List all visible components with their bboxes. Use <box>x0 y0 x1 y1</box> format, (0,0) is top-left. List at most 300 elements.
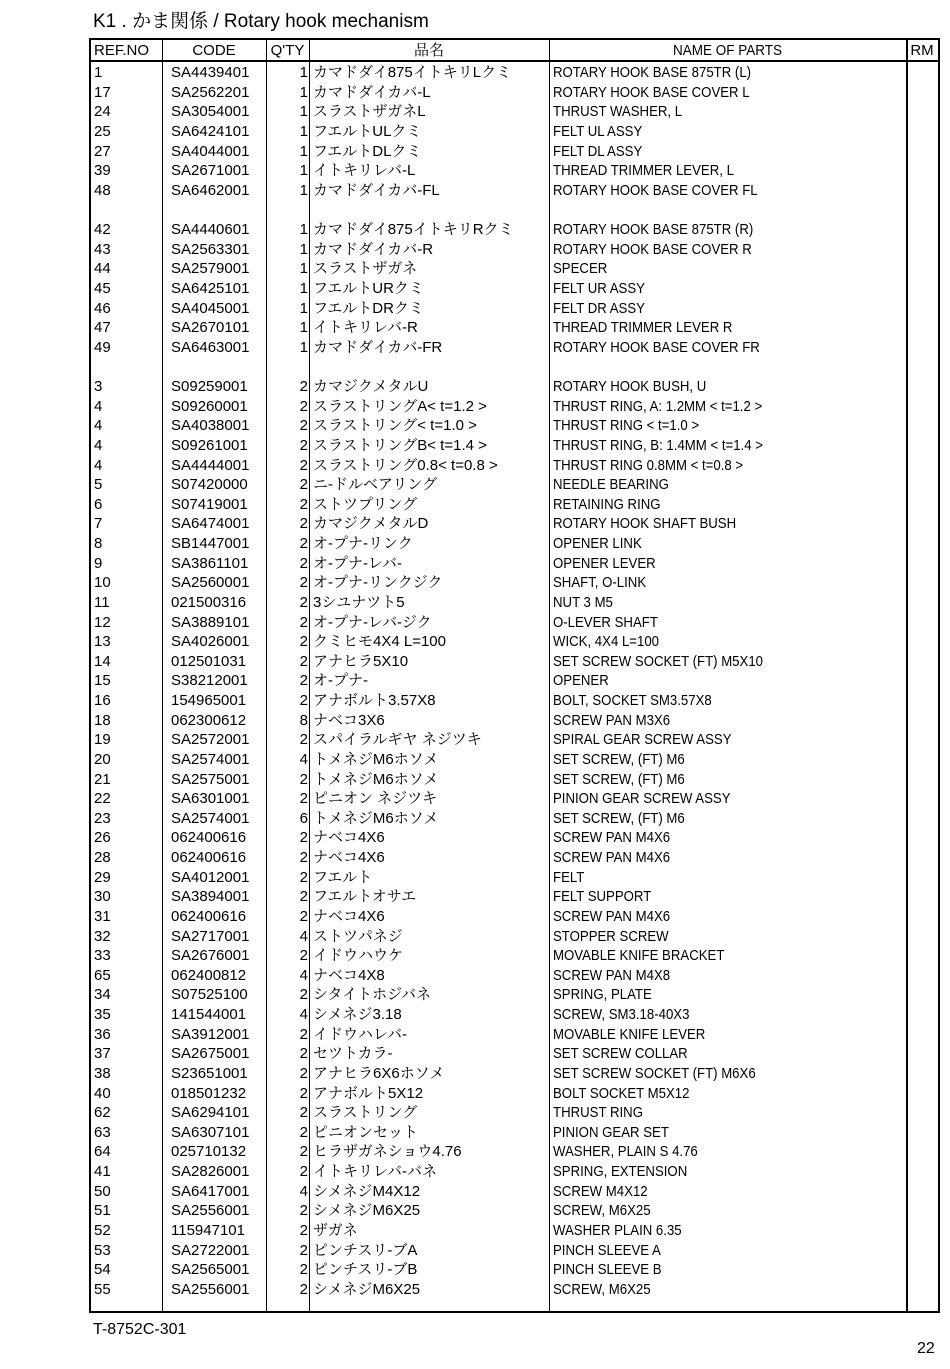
ref-no-cell: 47 <box>94 319 111 337</box>
jp-name-cell: アナヒラ5X10 <box>313 652 409 670</box>
code-cell: S09260001 <box>171 397 248 415</box>
jp-name-cell: スラストリング <box>313 1104 418 1122</box>
qty-cell: 2 <box>299 417 308 435</box>
part-name-cell: SCREW PAN M4X8 <box>553 966 671 984</box>
code-cell: SA2556001 <box>171 1280 250 1298</box>
part-name-cell: ROTARY HOOK BASE 875TR (L) <box>553 64 752 81</box>
table-row <box>91 416 938 436</box>
ref-no-cell: 31 <box>94 907 111 925</box>
part-name-cell: THRUST RING 0.8MM < t=0.8 > <box>553 456 744 474</box>
code-cell: S07419001 <box>171 495 248 513</box>
jp-name-cell: カマドダイカバ-FR <box>313 338 443 356</box>
ref-no-cell: 4 <box>94 436 103 454</box>
code-cell: 062400616 <box>171 829 247 847</box>
code-cell: SA2556001 <box>171 1202 250 1220</box>
part-name-cell: ROTARY HOOK SHAFT BUSH <box>553 515 737 533</box>
table-row <box>91 220 938 240</box>
part-name-cell: SET SCREW SOCKET (FT) M6X6 <box>553 1064 756 1082</box>
qty-cell: 1 <box>299 221 308 238</box>
ref-no-cell: 14 <box>94 652 111 670</box>
qty-cell: 4 <box>299 1006 308 1023</box>
qty-cell: 2 <box>299 378 308 395</box>
jp-name-cell: ナベコ3X6 <box>313 711 385 729</box>
jp-name-cell: スラストリングA< t=1.2 > <box>313 397 487 415</box>
code-cell: SA2671001 <box>171 162 250 180</box>
ref-no-cell: 21 <box>94 770 111 788</box>
ref-no-cell: 55 <box>94 1280 111 1298</box>
code-cell: 062300612 <box>171 711 247 729</box>
code-cell: SA6424101 <box>171 122 250 140</box>
table-row <box>91 691 938 711</box>
qty-cell: 2 <box>299 397 308 415</box>
code-cell: SA2670101 <box>171 319 250 337</box>
ref-no-cell: 24 <box>94 103 111 121</box>
qty-cell: 2 <box>299 692 308 709</box>
ref-no-cell: 19 <box>94 731 111 749</box>
part-name-cell: SET SCREW SOCKET (FT) M5X10 <box>553 652 764 670</box>
header-ref-no: REF.NO <box>94 42 150 59</box>
parts-table <box>89 38 940 1313</box>
part-name-cell: SPRING, EXTENSION <box>553 1163 688 1180</box>
ref-no-cell: 10 <box>94 574 111 592</box>
table-row <box>91 848 938 868</box>
code-cell: SA2579001 <box>171 260 250 278</box>
qty-cell: 2 <box>299 495 308 513</box>
part-name-cell: BOLT, SOCKET SM3.57X8 <box>553 692 712 709</box>
ref-no-cell: 23 <box>94 809 111 827</box>
qty-cell: 2 <box>299 476 308 494</box>
page-title: K1 . かま関係 / Rotary hook mechanism <box>93 11 429 32</box>
part-name-cell: NEEDLE BEARING <box>553 476 669 494</box>
table-row <box>91 1025 938 1045</box>
jp-name-cell: アナボルト5X12 <box>313 1084 424 1102</box>
table-row <box>91 789 938 809</box>
ref-no-cell: 42 <box>94 221 111 238</box>
code-cell: SA3912001 <box>171 1025 250 1043</box>
qty-cell: 4 <box>299 750 308 768</box>
jp-name-cell: シメネジM4X12 <box>313 1182 421 1200</box>
ref-no-cell: 7 <box>94 515 103 533</box>
code-cell: S23651001 <box>171 1064 248 1082</box>
part-name-cell: O-LEVER SHAFT <box>553 613 658 631</box>
jp-name-cell: ナベコ4X8 <box>313 966 385 984</box>
jp-name-cell: ピンチスリ-ブB <box>313 1261 418 1279</box>
part-name-cell: THRUST RING <box>553 1104 643 1122</box>
jp-name-cell: スラストリングB< t=1.4 > <box>313 436 487 454</box>
table-row <box>91 573 938 593</box>
part-name-cell: SCREW PAN M4X6 <box>553 907 671 925</box>
qty-cell: 2 <box>299 1261 308 1279</box>
jp-name-cell: ナベコ4X6 <box>313 907 385 925</box>
part-name-cell: WASHER PLAIN 6.35 <box>553 1221 682 1239</box>
code-cell: SA2574001 <box>171 750 250 768</box>
ref-no-cell: 18 <box>94 711 111 729</box>
code-cell: SA2563301 <box>171 240 250 258</box>
ref-no-cell: 32 <box>94 927 111 945</box>
jp-name-cell: スラストリング< t=1.0 > <box>313 417 477 435</box>
part-name-cell: SCREW PAN M4X6 <box>553 829 671 847</box>
code-cell: 062400616 <box>171 849 247 866</box>
table-row <box>91 593 938 613</box>
qty-cell: 4 <box>299 927 308 945</box>
qty-cell: 2 <box>299 849 308 866</box>
part-name-cell: PINCH SLEEVE B <box>553 1261 662 1279</box>
part-name-cell: SCREW, SM3.18-40X3 <box>553 1006 690 1023</box>
jp-name-cell: トメネジM6ホソメ <box>313 750 439 768</box>
part-name-cell: ROTARY HOOK BASE COVER R <box>553 240 752 258</box>
table-row <box>91 1260 938 1280</box>
table-row <box>91 907 938 927</box>
jp-name-cell: シメネジM6X25 <box>313 1280 421 1298</box>
part-name-cell: MOVABLE KNIFE BRACKET <box>553 947 725 965</box>
part-name-cell: SET SCREW, (FT) M6 <box>553 770 685 788</box>
jp-name-cell: カマドダイカバ-L <box>313 83 431 101</box>
jp-name-cell: カマジクメタルD <box>313 515 429 533</box>
qty-cell: 1 <box>299 83 308 101</box>
table-row <box>91 671 938 691</box>
qty-cell: 2 <box>299 790 308 808</box>
part-name-cell: OPENER LEVER <box>553 554 656 572</box>
part-name-cell: OPENER LINK <box>553 535 642 552</box>
jp-name-cell: イトキリレバ-R <box>313 319 418 337</box>
part-name-cell: SPECER <box>553 260 608 278</box>
code-cell: SA6301001 <box>171 790 250 808</box>
code-cell: SA3894001 <box>171 888 250 906</box>
ref-no-cell: 15 <box>94 672 111 690</box>
jp-name-cell: ピンチスリ-ブA <box>313 1241 418 1259</box>
code-cell: SA6294101 <box>171 1104 250 1122</box>
part-name-cell: THRUST RING < t=1.0 > <box>553 417 700 435</box>
qty-cell: 1 <box>299 338 308 356</box>
ref-no-cell: 22 <box>94 790 111 808</box>
qty-cell: 2 <box>299 436 308 454</box>
table-row <box>91 1201 938 1221</box>
jp-name-cell: シメネジ3.18 <box>313 1006 402 1023</box>
table-row <box>91 377 938 397</box>
table-row <box>91 927 938 947</box>
part-name-cell: SET SCREW COLLAR <box>553 1045 688 1063</box>
code-cell: SA6474001 <box>171 515 250 533</box>
part-name-cell: STOPPER SCREW <box>553 927 669 945</box>
ref-no-cell: 50 <box>94 1182 111 1200</box>
code-cell: SA2717001 <box>171 927 250 945</box>
table-row <box>91 456 938 476</box>
ref-no-cell: 51 <box>94 1202 111 1220</box>
code-cell: S09261001 <box>171 436 248 454</box>
part-name-cell: WASHER, PLAIN S 4.76 <box>553 1143 698 1161</box>
jp-name-cell: ストツプリング <box>313 495 418 513</box>
ref-no-cell: 41 <box>94 1163 111 1180</box>
jp-name-cell: フエルトDLクミ <box>313 142 422 160</box>
table-row <box>91 514 938 534</box>
table-row <box>91 397 938 417</box>
ref-no-cell: 4 <box>94 397 103 415</box>
qty-cell: 2 <box>299 1221 308 1239</box>
ref-no-cell: 30 <box>94 888 111 906</box>
ref-no-cell: 44 <box>94 260 111 278</box>
header-divider <box>91 60 938 62</box>
ref-no-cell: 3 <box>94 378 103 395</box>
qty-cell: 2 <box>299 1084 308 1102</box>
table-row <box>91 102 938 122</box>
jp-name-cell: ナベコ4X6 <box>313 829 385 847</box>
qty-cell: 1 <box>299 122 308 140</box>
code-cell: 021500316 <box>171 593 247 611</box>
qty-cell: 1 <box>299 279 308 297</box>
part-name-cell: SPIRAL GEAR SCREW ASSY <box>553 731 732 749</box>
qty-cell: 2 <box>299 770 308 788</box>
table-row <box>91 338 938 358</box>
code-cell: SA4444001 <box>171 456 250 474</box>
code-cell: SA3054001 <box>171 103 250 121</box>
qty-cell: 1 <box>299 240 308 258</box>
code-cell: SA2574001 <box>171 809 250 827</box>
table-row <box>91 1142 938 1162</box>
header-jp-name: 品名 <box>413 42 444 59</box>
jp-name-cell: ザガネ <box>313 1221 358 1239</box>
part-name-cell: SCREW, M6X25 <box>553 1280 651 1298</box>
header-name-of-parts: NAME OF PARTS <box>672 42 783 59</box>
part-name-cell: THRUST RING, B: 1.4MM < t=1.4 > <box>553 436 763 454</box>
qty-cell: 6 <box>299 809 308 827</box>
part-name-cell: THREAD TRIMMER LEVER R <box>553 319 733 337</box>
code-cell: SA6463001 <box>171 338 250 356</box>
table-row <box>91 750 938 770</box>
jp-name-cell: 3シユナツト5 <box>313 593 405 611</box>
part-name-cell: FELT <box>553 868 585 886</box>
part-name-cell: SCREW PAN M3X6 <box>553 711 671 729</box>
qty-cell: 2 <box>299 868 308 886</box>
code-cell: SA2575001 <box>171 770 250 788</box>
part-name-cell: WICK, 4X4 L=100 <box>553 633 660 651</box>
ref-no-cell: 9 <box>94 554 103 572</box>
part-name-cell: THRUST RING, A: 1.2MM < t=1.2 > <box>553 397 763 415</box>
jp-name-cell: ピニオン ネジツキ <box>313 790 438 808</box>
part-name-cell: RETAINING RING <box>553 495 661 513</box>
code-cell: 115947101 <box>171 1221 245 1239</box>
jp-name-cell: イドウハウケ <box>313 947 404 965</box>
ref-no-cell: 6 <box>94 495 103 513</box>
qty-cell: 1 <box>299 299 308 317</box>
part-name-cell: PINCH SLEEVE A <box>553 1241 661 1259</box>
qty-cell: 1 <box>299 103 308 121</box>
jp-name-cell: アナヒラ6X6ホソメ <box>313 1064 445 1082</box>
part-name-cell: MOVABLE KNIFE LEVER <box>553 1025 706 1043</box>
code-cell: 062400812 <box>171 966 247 984</box>
header-rm: RM <box>910 42 934 59</box>
code-cell: SA2675001 <box>171 1045 250 1063</box>
qty-cell: 2 <box>299 593 308 611</box>
code-cell: 154965001 <box>171 692 247 709</box>
code-cell: S07525100 <box>171 986 248 1004</box>
code-cell: SA6425101 <box>171 279 250 297</box>
document-code: T-8752C-301 <box>93 1321 187 1338</box>
jp-name-cell: カマドダイカバ-R <box>313 240 434 258</box>
part-name-cell: FELT SUPPORT <box>553 888 652 906</box>
code-cell: 012501031 <box>171 652 247 670</box>
qty-cell: 2 <box>299 947 308 965</box>
ref-no-cell: 62 <box>94 1104 111 1122</box>
part-name-cell: ROTARY HOOK BASE COVER FR <box>553 338 760 356</box>
ref-no-cell: 27 <box>94 142 111 160</box>
table-row <box>91 161 938 181</box>
jp-name-cell: カマドダイ875イトキリRクミ <box>313 221 514 238</box>
ref-no-cell: 20 <box>94 750 111 768</box>
ref-no-cell: 12 <box>94 613 111 631</box>
table-row <box>91 1064 938 1084</box>
table-row <box>91 887 938 907</box>
code-cell: SA4044001 <box>171 142 250 160</box>
code-cell: SA2722001 <box>171 1241 250 1259</box>
qty-cell: 2 <box>299 456 308 474</box>
jp-name-cell: スラストリング0.8< t=0.8 > <box>313 456 498 474</box>
code-cell: SA2572001 <box>171 731 250 749</box>
page-number: 22 <box>917 1340 935 1357</box>
table-row <box>91 828 938 848</box>
part-name-cell: SHAFT, O-LINK <box>553 574 647 592</box>
ref-no-cell: 46 <box>94 299 111 317</box>
table-row <box>91 613 938 633</box>
code-cell: S38212001 <box>171 672 248 690</box>
parts-rows <box>91 63 938 1299</box>
qty-cell: 1 <box>299 142 308 160</box>
qty-cell: 2 <box>299 1163 308 1180</box>
qty-cell: 2 <box>299 554 308 572</box>
table-row <box>91 1280 938 1300</box>
ref-no-cell: 64 <box>94 1143 111 1161</box>
table-row <box>91 240 938 260</box>
ref-no-cell: 63 <box>94 1123 111 1141</box>
part-name-cell: SET SCREW, (FT) M6 <box>553 809 685 827</box>
jp-name-cell: イドウハレバ- <box>313 1025 407 1043</box>
code-cell: SA2676001 <box>171 947 250 965</box>
qty-cell: 2 <box>299 986 308 1004</box>
table-row <box>91 436 938 456</box>
part-name-cell: FELT DL ASSY <box>553 142 643 160</box>
jp-name-cell: トメネジM6ホソメ <box>313 770 439 788</box>
part-name-cell: FELT UR ASSY <box>553 279 645 297</box>
table-row <box>91 495 938 515</box>
part-name-cell: SCREW M4X12 <box>553 1182 648 1200</box>
jp-name-cell: フエルトDRクミ <box>313 299 424 317</box>
part-name-cell: ROTARY HOOK BASE COVER L <box>553 83 750 101</box>
ref-no-cell: 37 <box>94 1045 111 1063</box>
table-row <box>91 809 938 829</box>
code-cell: SA2565001 <box>171 1261 250 1279</box>
table-row <box>91 534 938 554</box>
qty-cell: 2 <box>299 1064 308 1082</box>
table-row <box>91 1221 938 1241</box>
code-cell: SA4026001 <box>171 633 250 651</box>
part-name-cell: NUT 3 M5 <box>553 593 613 611</box>
ref-no-cell: 36 <box>94 1025 111 1043</box>
qty-cell: 2 <box>299 535 308 552</box>
qty-cell: 1 <box>299 181 308 199</box>
code-cell: SA4045001 <box>171 299 250 317</box>
table-row <box>91 142 938 162</box>
ref-no-cell: 34 <box>94 986 111 1004</box>
jp-name-cell: カマジクメタルU <box>313 378 429 395</box>
spacer-row <box>91 357 938 377</box>
code-cell: SA4038001 <box>171 417 250 435</box>
part-name-cell: ROTARY HOOK BASE COVER FL <box>553 181 758 199</box>
ref-no-cell: 11 <box>94 593 110 611</box>
code-cell: 062400616 <box>171 907 247 925</box>
table-row <box>91 122 938 142</box>
ref-no-cell: 16 <box>94 692 111 709</box>
code-cell: 018501232 <box>171 1084 247 1102</box>
table-row <box>91 63 938 83</box>
ref-no-cell: 13 <box>94 633 111 651</box>
table-row <box>91 868 938 888</box>
qty-cell: 2 <box>299 613 308 631</box>
jp-name-cell: シメネジM6X25 <box>313 1202 421 1220</box>
jp-name-cell: フエルトULクミ <box>313 122 422 140</box>
header-qty: Q'TY <box>270 42 305 59</box>
table-row <box>91 730 938 750</box>
part-name-cell: BOLT SOCKET M5X12 <box>553 1084 690 1102</box>
qty-cell: 1 <box>299 319 308 337</box>
jp-name-cell: ニ-ドルベアリング <box>313 476 438 494</box>
code-cell: SA2560001 <box>171 574 250 592</box>
qty-cell: 1 <box>299 64 308 81</box>
table-row <box>91 1241 938 1261</box>
qty-cell: 2 <box>299 1104 308 1122</box>
jp-name-cell: シタイトホジバネ <box>313 986 432 1004</box>
part-name-cell: SET SCREW, (FT) M6 <box>553 750 685 768</box>
code-cell: SA6462001 <box>171 181 250 199</box>
jp-name-cell: セツトカラ- <box>313 1045 393 1063</box>
ref-no-cell: 53 <box>94 1241 111 1259</box>
table-row <box>91 632 938 652</box>
jp-name-cell: フエルトURクミ <box>313 279 424 297</box>
qty-cell: 8 <box>299 711 308 729</box>
code-cell: SA3861101 <box>171 554 249 572</box>
jp-name-cell: トメネジM6ホソメ <box>313 809 439 827</box>
ref-no-cell: 65 <box>94 966 111 984</box>
part-name-cell: FELT UL ASSY <box>553 122 643 140</box>
jp-name-cell: オ-プナ-リンクジク <box>313 574 443 592</box>
jp-name-cell: オ-プナ-レバ-ジク <box>313 613 432 631</box>
jp-name-cell: イトキリレバ-バネ <box>313 1163 437 1180</box>
code-cell: S09259001 <box>171 378 248 395</box>
part-name-cell: SCREW PAN M4X6 <box>553 849 671 866</box>
code-cell: SA4440601 <box>171 221 250 238</box>
ref-no-cell: 40 <box>94 1084 111 1102</box>
table-row <box>91 1103 938 1123</box>
qty-cell: 2 <box>299 731 308 749</box>
qty-cell: 1 <box>299 162 308 180</box>
table-row <box>91 711 938 731</box>
part-name-cell: FELT DR ASSY <box>553 299 645 317</box>
code-cell: SA4439401 <box>171 64 250 81</box>
code-cell: S07420000 <box>171 476 248 494</box>
qty-cell: 2 <box>299 633 308 651</box>
part-name-cell: SCREW, M6X25 <box>553 1202 651 1220</box>
jp-name-cell: スラストザガネL <box>313 103 426 121</box>
part-name-cell: THREAD TRIMMER LEVER, L <box>553 162 734 180</box>
qty-cell: 2 <box>299 1045 308 1063</box>
table-row <box>91 985 938 1005</box>
jp-name-cell: オ-プナ-レバ- <box>313 554 402 572</box>
qty-cell: 2 <box>299 1280 308 1298</box>
table-row <box>91 770 938 790</box>
code-cell: 025710132 <box>171 1143 247 1161</box>
qty-cell: 1 <box>299 260 308 278</box>
table-row <box>91 1044 938 1064</box>
table-row <box>91 1123 938 1143</box>
jp-name-cell: オ-プナ-リンク <box>313 535 413 552</box>
